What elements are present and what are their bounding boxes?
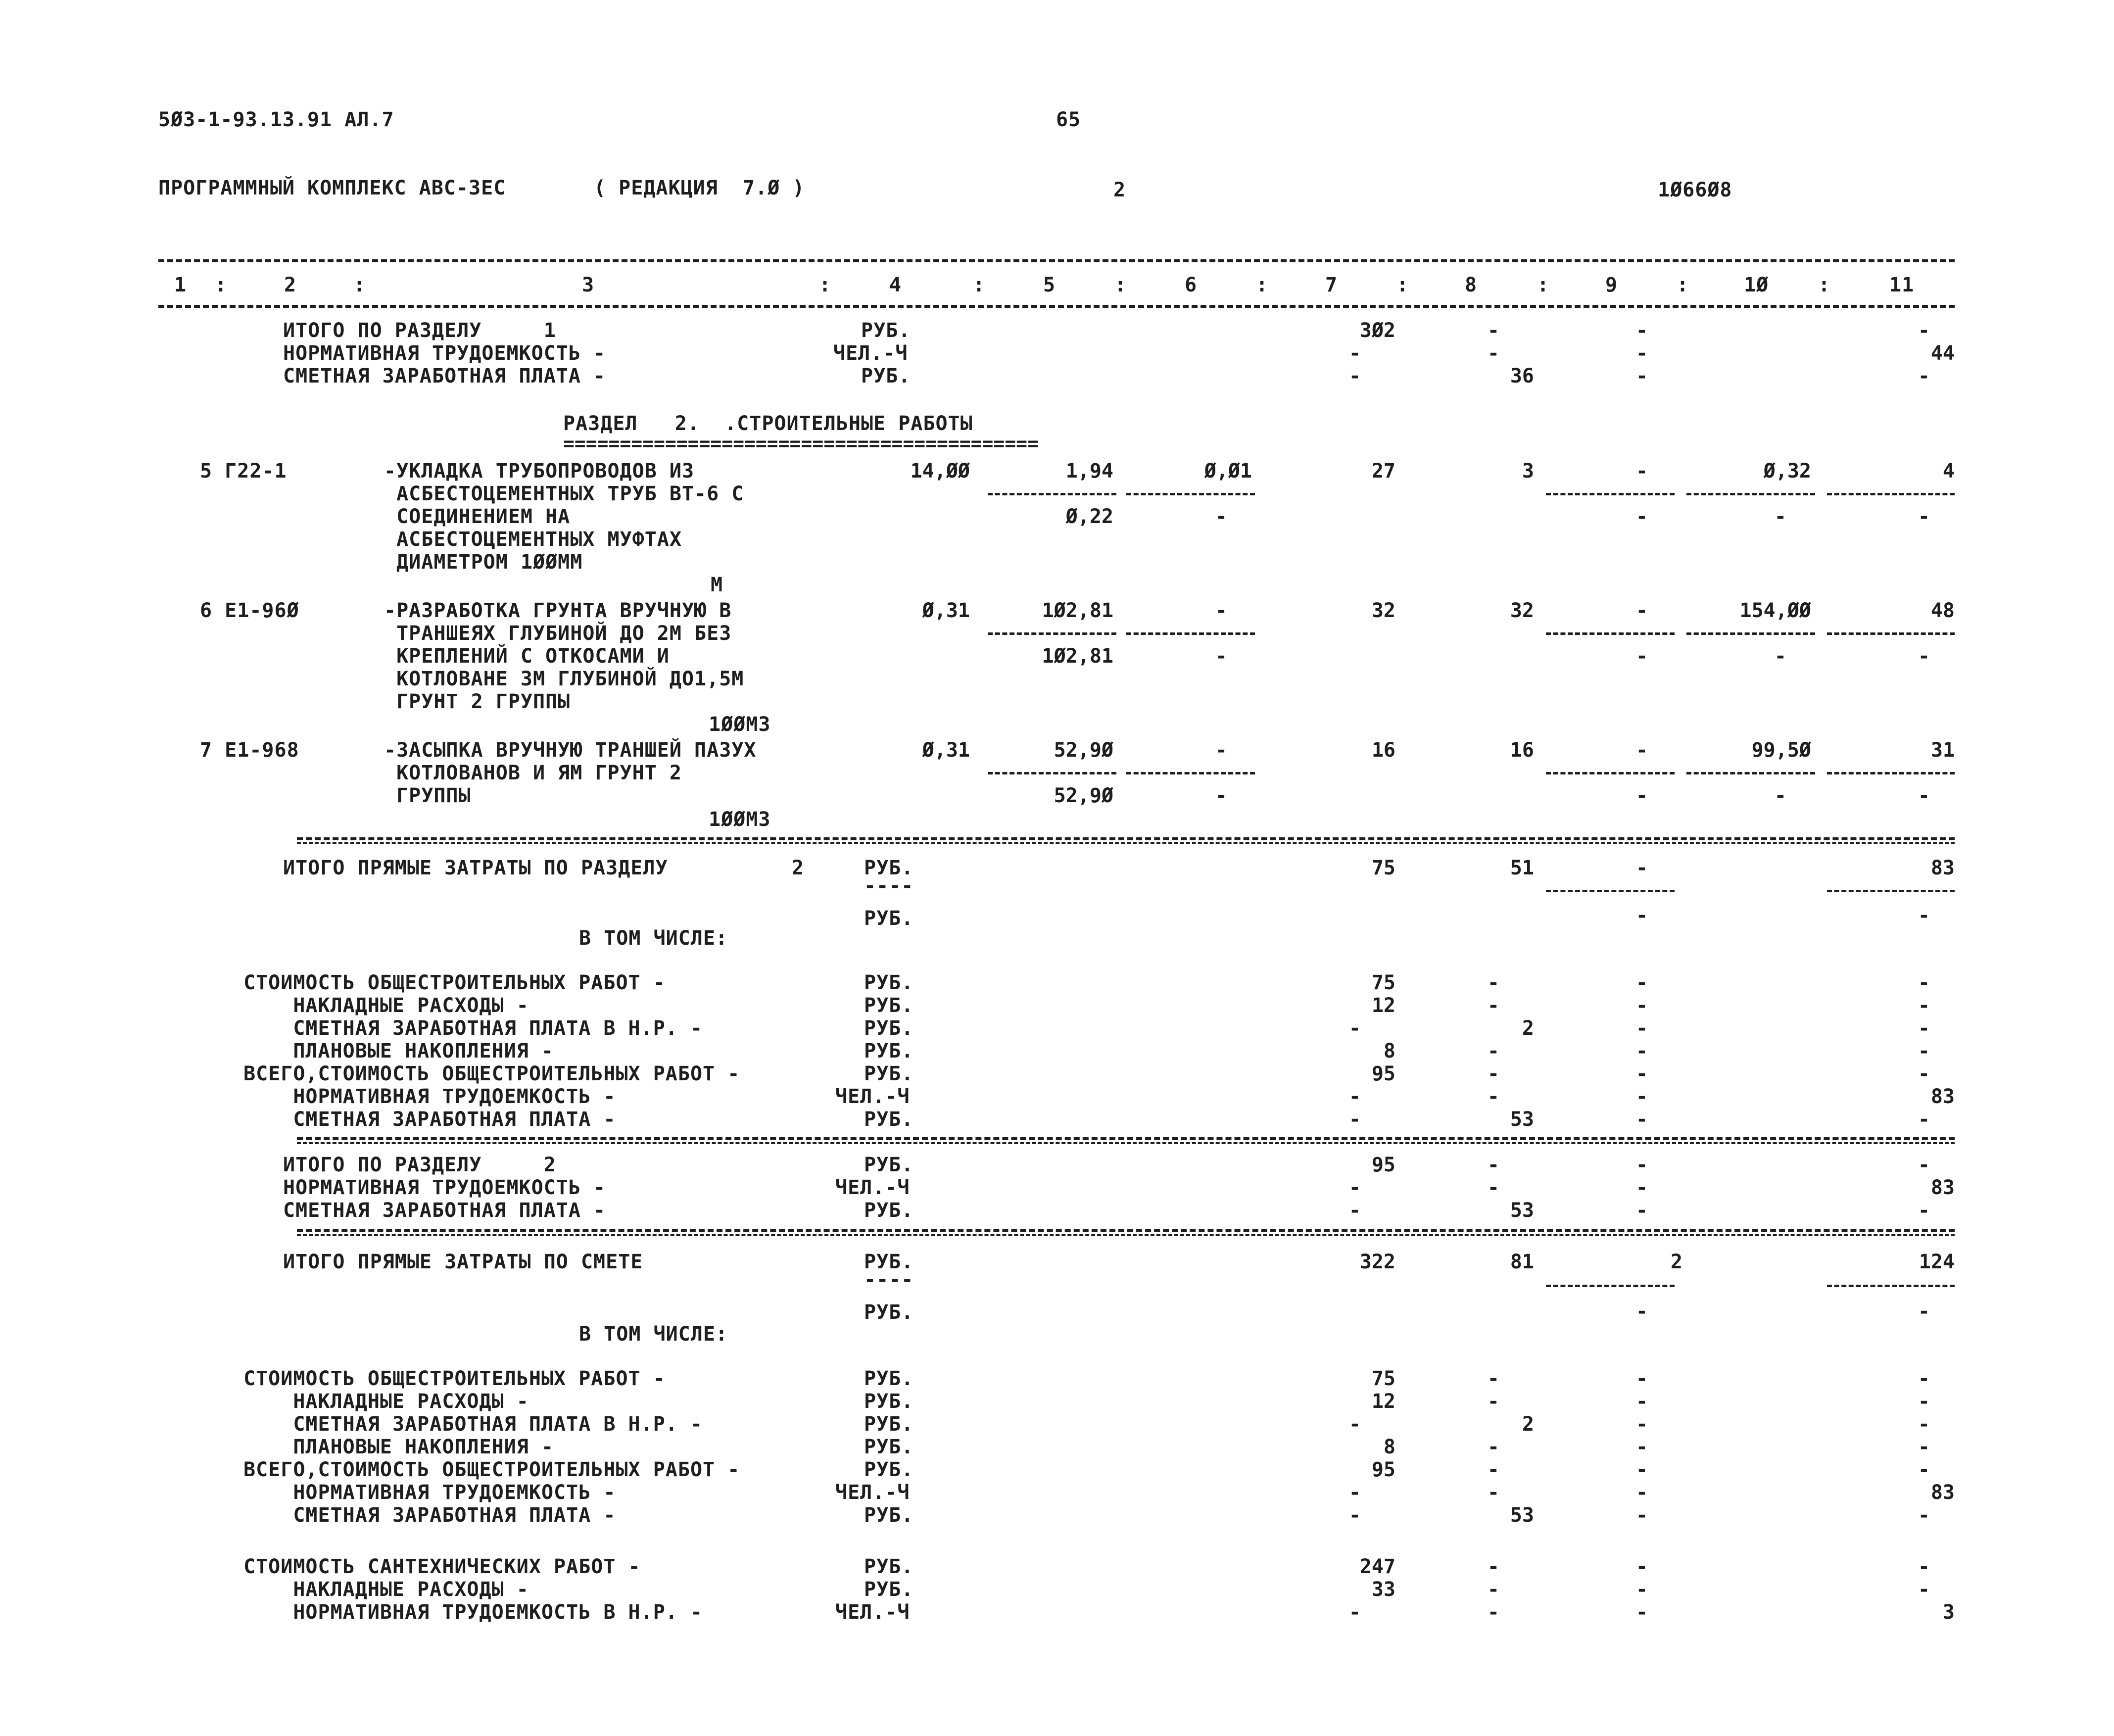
col-header-5: 5 — [1043, 274, 1056, 296]
item-col9-secondary: - — [1635, 505, 1648, 528]
item-description-line: СОЕДИНЕНИЕМ НА — [384, 505, 571, 528]
item-col5-secondary: Ø,22 — [1065, 505, 1113, 528]
unit: РУБ. — [864, 1154, 914, 1176]
col8-value: 36 — [1510, 365, 1534, 387]
item-quantity: Ø,31 — [922, 739, 970, 762]
item-position-code: 5 Г22-1 — [200, 460, 287, 482]
item-col7: 32 — [1371, 599, 1395, 622]
col9-value: - — [1635, 1367, 1648, 1390]
unit: РУБ. — [864, 907, 914, 930]
col11-value: - — [1918, 1017, 1930, 1040]
col9-value: - — [1635, 1154, 1648, 1176]
col11-value: 44 — [1930, 342, 1955, 365]
item-col10: Ø,32 — [1763, 460, 1811, 482]
item-position-code: 7 Е1-968 — [200, 739, 299, 762]
col9-value: - — [1635, 365, 1648, 387]
row-label: НАКЛАДНЫЕ РАСХОДЫ - — [243, 994, 529, 1017]
row-label: СМЕТНАЯ ЗАРАБОТНАЯ ПЛАТА В Н.Р. - — [243, 1017, 703, 1040]
col11-value: - — [1918, 1578, 1930, 1601]
col7-value: - — [1348, 1481, 1361, 1504]
row-label: НОРМАТИВНАЯ ТРУДОЕМКОСТЬ - — [243, 1085, 616, 1108]
col7-value: 95 — [1371, 1154, 1395, 1176]
col11-value: - — [1918, 1199, 1930, 1222]
col7-value: 8 — [1383, 1040, 1395, 1062]
wage-label: СМЕТНАЯ ЗАРАБОТНАЯ ПЛАТА - — [283, 365, 606, 387]
item-col11-secondary: - — [1918, 784, 1930, 807]
cell-divider — [988, 772, 1116, 774]
col9-value: - — [1635, 1504, 1648, 1527]
unit: РУБ. — [864, 1251, 914, 1273]
item-col9-secondary: - — [1635, 784, 1648, 807]
item-col9: - — [1635, 599, 1648, 622]
col9-value: 2 — [1670, 1251, 1682, 1273]
cell-divider — [1126, 493, 1255, 495]
unit: РУБ. — [864, 994, 914, 1017]
col7-value: 8 — [1383, 1436, 1395, 1458]
col8-value: - — [1487, 1578, 1499, 1601]
unit: РУБ. — [864, 1458, 914, 1481]
col7-value: 247 — [1359, 1555, 1395, 1578]
separator-rule — [297, 1142, 1955, 1144]
col9-value: - — [1635, 342, 1648, 365]
col11-value: - — [1918, 1504, 1930, 1527]
item-col6: - — [1215, 739, 1227, 762]
row-label: НОРМАТИВНАЯ ТРУДОЕМКОСТЬ В Н.Р. - — [243, 1601, 703, 1624]
col11-value: - — [1918, 971, 1930, 994]
cell-divider — [988, 632, 1116, 635]
item-col6-secondary: - — [1215, 784, 1227, 807]
col8-value: - — [1487, 1040, 1499, 1062]
col11-value: 83 — [1930, 1085, 1955, 1108]
col7-value: 12 — [1371, 994, 1395, 1017]
unit: РУБ. — [864, 857, 914, 879]
col11-value: - — [1918, 1458, 1930, 1481]
col-separator: : — [1537, 274, 1550, 296]
col-separator: : — [973, 274, 986, 296]
col-separator: : — [1396, 274, 1409, 296]
cell-divider — [1546, 890, 1675, 892]
col9-value: - — [1635, 971, 1648, 994]
item-col6-secondary: - — [1215, 505, 1227, 528]
header-bottom-rule — [158, 305, 1955, 308]
col-header-11: 11 — [1889, 274, 1915, 296]
unit: ЧЕЛ.-Ч — [833, 342, 908, 365]
col8-value: - — [1487, 971, 1499, 994]
col8-value: - — [1487, 994, 1499, 1017]
col8-value: - — [1487, 1062, 1499, 1085]
col8-value: 53 — [1510, 1504, 1534, 1527]
col9-value: - — [1635, 1085, 1648, 1108]
unit: ЧЕЛ.-Ч — [835, 1085, 910, 1108]
separator-rule — [297, 1234, 1955, 1236]
unit: ЧЕЛ.-Ч — [835, 1176, 910, 1199]
row-label: ПЛАНОВЫЕ НАКОПЛЕНИЯ - — [243, 1436, 554, 1458]
cell-divider — [1126, 632, 1255, 635]
col11-value: - — [1918, 1390, 1930, 1413]
cell-divider — [1546, 772, 1675, 774]
col9-value: - — [1635, 1390, 1648, 1413]
col9-value: - — [1635, 1601, 1648, 1624]
col9-value: - — [1635, 1413, 1648, 1436]
unit: РУБ. — [864, 1301, 914, 1324]
col-separator: : — [1677, 274, 1689, 296]
col7-value: 33 — [1371, 1578, 1395, 1601]
col7-value: 75 — [1371, 971, 1395, 994]
direct-costs-label: ИТОГО ПРЯМЫЕ ЗАТРАТЫ ПО СМЕТЕ — [283, 1251, 643, 1273]
col9-value: - — [1635, 1481, 1648, 1504]
unit-divider: ---- — [864, 1268, 914, 1291]
item-col8: 16 — [1510, 739, 1534, 762]
col8-value: - — [1487, 1601, 1499, 1624]
labor-label: НОРМАТИВНАЯ ТРУДОЕМКОСТЬ - — [283, 342, 606, 365]
row-label: НАКЛАДНЫЕ РАСХОДЫ - — [243, 1578, 529, 1601]
row-label: СТОИМОСТЬ САНТЕХНИЧЕСКИХ РАБОТ - — [243, 1555, 641, 1578]
col-header-1: 1 — [174, 274, 187, 296]
item-col10-secondary: - — [1774, 505, 1786, 528]
separator-rule — [297, 1137, 1955, 1140]
total-label: ИТОГО ПО РАЗДЕЛУ 1 — [283, 319, 556, 342]
item-description-line: ТРАНШЕЯХ ГЛУБИНОЙ ДО 2М БЕЗ — [384, 622, 732, 645]
col7-value: - — [1348, 1017, 1361, 1040]
col8-value: - — [1487, 1085, 1499, 1108]
unit: РУБ. — [864, 971, 914, 994]
col7-value: - — [1348, 1413, 1361, 1436]
col7-value: - — [1348, 1601, 1361, 1624]
row-label: СМЕТНАЯ ЗАРАБОТНАЯ ПЛАТА - — [243, 1108, 616, 1131]
cell-divider — [1827, 1285, 1955, 1287]
row-label: ВСЕГО,СТОИМОСТЬ ОБЩЕСТРОИТЕЛЬНЫХ РАБОТ - — [243, 1458, 740, 1481]
item-description-line: КОТЛОВАНОВ И ЯМ ГРУНТ 2 — [384, 762, 682, 784]
section-title: РАЗДЕЛ 2. .СТРОИТЕЛЬНЫЕ РАБОТЫ — [563, 412, 973, 435]
row-label: СМЕТНАЯ ЗАРАБОТНАЯ ПЛАТА В Н.Р. - — [243, 1413, 703, 1436]
col11-value: - — [1918, 1040, 1930, 1062]
item-col8: 32 — [1510, 599, 1534, 622]
col11-value: 83 — [1930, 857, 1955, 879]
item-unit: 1ØØМ3 — [709, 808, 771, 831]
item-col11: 48 — [1930, 599, 1955, 622]
item-col5-secondary: 1Ø2,81 — [1042, 645, 1113, 668]
page-number: 65 — [1056, 108, 1081, 131]
col9-value: - — [1635, 1040, 1648, 1062]
unit: РУБ. — [864, 1504, 914, 1527]
item-col5-secondary: 52,9Ø — [1054, 784, 1113, 807]
item-description-line: КОТЛОВАНЕ ЗМ ГЛУБИНОЙ ДО1,5М — [384, 668, 744, 690]
col11-secondary: - — [1918, 904, 1930, 927]
col8-value: 81 — [1510, 1251, 1534, 1273]
col8-value: 53 — [1510, 1108, 1534, 1131]
col8-value: - — [1487, 1176, 1499, 1199]
col-header-4: 4 — [889, 274, 902, 296]
item-description-line: -УКЛАДКА ТРУБОПРОВОДОВ ИЗ — [384, 460, 695, 482]
item-unit: 1ØØМ3 — [709, 713, 771, 736]
unit: РУБ. — [864, 1390, 914, 1413]
col-separator: : — [353, 274, 366, 296]
direct-costs-label: ИТОГО ПРЯМЫЕ ЗАТРАТЫ ПО РАЗДЕЛУ — [283, 857, 668, 879]
unit: РУБ. — [864, 1040, 914, 1062]
col9-value: - — [1635, 319, 1648, 342]
col7-value: 95 — [1371, 1062, 1395, 1085]
item-description-line: АСБЕСТОЦЕМЕНТНЫХ МУФТАХ — [384, 528, 682, 551]
unit: РУБ. — [864, 1108, 914, 1131]
cell-divider — [1827, 890, 1955, 892]
row-label: НОРМАТИВНАЯ ТРУДОЕМКОСТЬ - — [243, 1481, 616, 1504]
item-col10: 99,5Ø — [1751, 739, 1811, 762]
col8-value: - — [1487, 1367, 1499, 1390]
item-col10-secondary: - — [1774, 645, 1786, 668]
col-separator: : — [215, 274, 228, 296]
unit: РУБ. — [864, 1555, 914, 1578]
unit: РУБ. — [864, 1413, 914, 1436]
sheet-number: 2 — [1113, 179, 1126, 201]
item-description-line: -ЗАСЫПКА ВРУЧНУЮ ТРАНШЕЙ ПАЗУХ — [384, 739, 757, 762]
col11-value: - — [1918, 1555, 1930, 1578]
header-top-rule — [158, 259, 1955, 262]
col7-value: - — [1348, 1176, 1361, 1199]
separator-rule — [297, 842, 1955, 844]
col8-value: - — [1487, 1555, 1499, 1578]
col11-value: - — [1918, 1413, 1930, 1436]
cell-divider — [1686, 632, 1815, 635]
item-col6: Ø,Ø1 — [1204, 460, 1252, 482]
item-col9-secondary: - — [1635, 645, 1648, 668]
total-label: ИТОГО ПО РАЗДЕЛУ 2 — [283, 1154, 556, 1176]
col11-value: 83 — [1930, 1176, 1955, 1199]
col11-value: - — [1918, 1154, 1930, 1176]
col8-value: - — [1487, 1436, 1499, 1458]
col9-value: - — [1635, 1108, 1648, 1131]
col-header-2: 2 — [284, 274, 297, 296]
separator-rule — [297, 1229, 1955, 1232]
document-code: 5Ø3-1-93.13.91 АЛ.7 — [158, 108, 394, 131]
col8-value: 53 — [1510, 1199, 1534, 1222]
item-col7: 27 — [1371, 460, 1395, 482]
cell-divider — [1126, 772, 1255, 774]
row-label: СМЕТНАЯ ЗАРАБОТНАЯ ПЛАТА - — [243, 1504, 616, 1527]
item-col11-secondary: - — [1918, 645, 1930, 668]
row-label: СТОИМОСТЬ ОБЩЕСТРОИТЕЛЬНЫХ РАБОТ - — [243, 1367, 666, 1390]
col8-value: 51 — [1510, 857, 1534, 879]
item-col10: 154,ØØ — [1739, 599, 1811, 622]
item-description-line: ДИАМЕТРОМ 1ØØММ — [384, 551, 583, 574]
col11-value: - — [1918, 1436, 1930, 1458]
unit: РУБ. — [864, 1367, 914, 1390]
unit: РУБ. — [861, 319, 911, 342]
cell-divider — [1827, 493, 1955, 495]
col7-value: 3Ø2 — [1359, 319, 1395, 342]
item-quantity: 14,ØØ — [910, 460, 970, 482]
item-description-line: ГРУППЫ — [384, 784, 471, 807]
unit: РУБ. — [864, 1436, 914, 1458]
col-header-9: 9 — [1605, 274, 1618, 296]
col7-value: 322 — [1359, 1251, 1395, 1273]
item-col11: 31 — [1930, 739, 1955, 762]
col-separator: : — [1114, 274, 1127, 296]
item-description-line: АСБЕСТОЦЕМЕНТНЫХ ТРУБ ВТ-6 С — [384, 482, 744, 505]
col-separator: : — [1818, 274, 1831, 296]
col-header-7: 7 — [1325, 274, 1338, 296]
cell-divider — [988, 493, 1116, 495]
item-description-line: -РАЗРАБОТКА ГРУНТА ВРУЧНУЮ В — [384, 599, 732, 622]
col9-secondary: - — [1635, 1300, 1648, 1323]
col11-value: 124 — [1919, 1251, 1955, 1273]
col11-value: - — [1918, 1367, 1930, 1390]
col-header-6: 6 — [1185, 274, 1198, 296]
program-edition: ( РЕДАКЦИЯ 7.Ø ) — [594, 177, 805, 199]
item-description-line: ГРУНТ 2 ГРУППЫ — [384, 690, 571, 713]
unit: РУБ. — [864, 1017, 914, 1040]
section-number: 2 — [792, 857, 805, 879]
item-col9: - — [1635, 739, 1648, 762]
labor-label: НОРМАТИВНАЯ ТРУДОЕМКОСТЬ - — [283, 1176, 606, 1199]
col9-value: - — [1635, 1062, 1648, 1085]
col8-value: - — [1487, 342, 1499, 365]
unit-divider: ---- — [864, 874, 914, 897]
row-label: СТОИМОСТЬ ОБЩЕСТРОИТЕЛЬНЫХ РАБОТ - — [243, 971, 666, 994]
item-col5: 1Ø2,81 — [1042, 599, 1113, 622]
col-header-10: 1Ø — [1744, 274, 1769, 296]
cell-divider — [1686, 772, 1815, 774]
col8-value: - — [1487, 319, 1499, 342]
unit: ЧЕЛ.-Ч — [835, 1601, 910, 1624]
separator-rule — [297, 837, 1955, 840]
col7-value: - — [1348, 342, 1361, 365]
cell-divider — [1827, 632, 1955, 635]
col-header-8: 8 — [1465, 274, 1478, 296]
col7-value: - — [1348, 1504, 1361, 1527]
col11-value: - — [1918, 365, 1930, 387]
program-name: ПРОГРАММНЫЙ КОМПЛЕКС АВС-ЗЕС — [158, 177, 506, 199]
col7-value: - — [1348, 365, 1361, 387]
col8-value: - — [1487, 1154, 1499, 1176]
including-label: В ТОМ ЧИСЛЕ: — [579, 927, 728, 950]
col8-value: - — [1487, 1390, 1499, 1413]
unit: РУБ. — [864, 1578, 914, 1601]
item-col5: 1,94 — [1065, 460, 1113, 482]
unit: РУБ. — [861, 365, 911, 387]
item-col5: 52,9Ø — [1054, 739, 1113, 762]
item-col10-secondary: - — [1774, 784, 1786, 807]
item-col6: - — [1215, 599, 1227, 622]
item-position-code: 6 Е1-96Ø — [200, 599, 299, 622]
item-col8: 3 — [1522, 460, 1534, 482]
col9-value: - — [1635, 1555, 1648, 1578]
unit: РУБ. — [864, 1199, 914, 1222]
col9-value: - — [1635, 1578, 1648, 1601]
col11-value: - — [1918, 994, 1930, 1017]
col-separator: : — [819, 274, 832, 296]
item-description-line: КРЕПЛЕНИЙ С ОТКОСАМИ И — [384, 645, 670, 668]
item-col11-secondary: - — [1918, 505, 1930, 528]
col11-value: - — [1918, 319, 1930, 342]
col11-secondary: - — [1918, 1300, 1930, 1323]
item-col9: - — [1635, 460, 1648, 482]
col9-value: - — [1635, 1436, 1648, 1458]
col11-value: 83 — [1930, 1481, 1955, 1504]
col9-value: - — [1635, 1199, 1648, 1222]
col7-value: 12 — [1371, 1390, 1395, 1413]
cell-divider — [1827, 772, 1955, 774]
cell-divider — [1546, 493, 1675, 495]
unit: РУБ. — [864, 1062, 914, 1085]
col9-value: - — [1635, 1458, 1648, 1481]
item-col6-secondary: - — [1215, 645, 1227, 668]
cell-divider — [1546, 1285, 1675, 1287]
col-header-3: 3 — [582, 274, 595, 296]
col11-value: - — [1918, 1108, 1930, 1131]
col8-value: - — [1487, 1458, 1499, 1481]
col7-value: - — [1348, 1085, 1361, 1108]
including-label: В ТОМ ЧИСЛЕ: — [579, 1323, 728, 1346]
col11-value: - — [1918, 1062, 1930, 1085]
col9-secondary: - — [1635, 904, 1648, 927]
cell-divider — [1546, 632, 1675, 635]
col7-value: 95 — [1371, 1458, 1395, 1481]
col7-value: - — [1348, 1108, 1361, 1131]
section-title-underline: ========================================== — [563, 433, 1039, 454]
item-col7: 16 — [1371, 739, 1395, 762]
row-label: НАКЛАДНЫЕ РАСХОДЫ - — [243, 1390, 529, 1413]
item-col11: 4 — [1942, 460, 1955, 482]
row-label: ПЛАНОВЫЕ НАКОПЛЕНИЯ - — [243, 1040, 554, 1062]
col7-value: 75 — [1371, 857, 1395, 879]
unit: ЧЕЛ.-Ч — [835, 1481, 910, 1504]
col9-value: - — [1635, 1017, 1648, 1040]
col9-value: - — [1635, 994, 1648, 1017]
col9-value: - — [1635, 857, 1648, 879]
item-unit: М — [711, 574, 723, 596]
col8-value: - — [1487, 1481, 1499, 1504]
col8-value: 2 — [1522, 1413, 1534, 1436]
col9-value: - — [1635, 1176, 1648, 1199]
col7-value: 75 — [1371, 1367, 1395, 1390]
col-separator: : — [1256, 274, 1269, 296]
item-quantity: Ø,31 — [922, 599, 970, 622]
cell-divider — [1686, 493, 1815, 495]
col11-value: 3 — [1942, 1601, 1955, 1624]
col8-value: 2 — [1522, 1017, 1534, 1040]
wage-label: СМЕТНАЯ ЗАРАБОТНАЯ ПЛАТА - — [283, 1199, 606, 1222]
document-number: 1Ø66Ø8 — [1658, 179, 1732, 201]
col7-value: - — [1348, 1199, 1361, 1222]
row-label: ВСЕГО,СТОИМОСТЬ ОБЩЕСТРОИТЕЛЬНЫХ РАБОТ - — [243, 1062, 740, 1085]
